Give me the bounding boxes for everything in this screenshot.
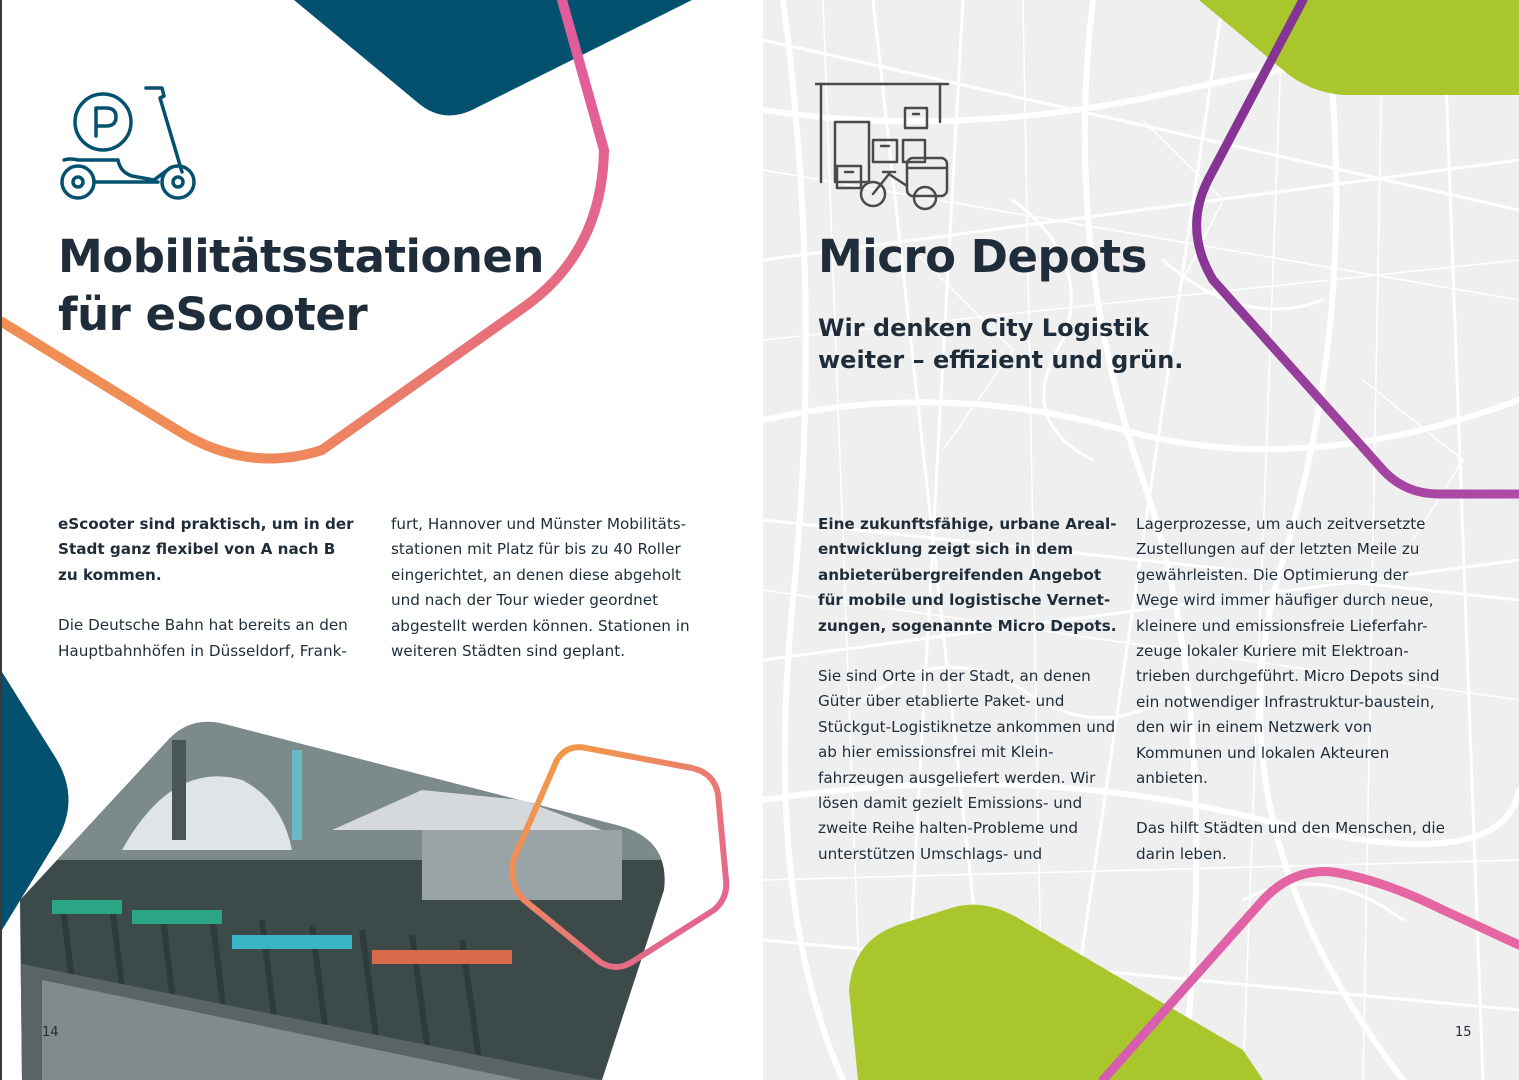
body-paragraph: Lagerprozesse, um auch zeitversetzte Zustellungen auf der letzten Meile zu gewährleisten. Die Optimierung der Wege wird immer häufiger durch neue, kleinere und emissionsfreie Lieferfahr-zeuge lokaler Kuriere mit Elektroan-trieben durchgeführt. Micro Depots sind ein notwendiger Infrastruktur-baustein, den wir in einem Netzwerk von Kommunen und lokalen Akteuren anbieten. — [1136, 515, 1440, 788]
body-paragraph: Die Deutsche Bahn hat bereits an den Hauptbahnhöfen in Düsseldorf, Frank- — [58, 616, 348, 660]
page-number: 15 — [1455, 1025, 1472, 1040]
text-column-1 — [58, 512, 358, 689]
escooter-parking-icon — [58, 84, 200, 204]
subtitle-line-1: Wir denken City Logistik — [818, 314, 1149, 342]
page-title: Micro Depots — [818, 230, 1147, 283]
text-column-2 — [391, 512, 701, 689]
lead-paragraph: eScooter sind praktisch, um in der Stadt ganz flexibel von A nach B zu kommen. — [58, 515, 354, 584]
body-paragraph: furt, Hannover und Münster Mobilitäts-stationen mit Platz für bis zu 40 Roller eingerichtet, an denen diese abgeholt und nach der Tour wieder geordnet abgestellt werden können. Stationen in weiteren Städten sind geplant. — [391, 515, 690, 661]
closing-paragraph: Das hilft Städten und den Menschen, die darin leben. — [1136, 819, 1445, 863]
title-line-2: für eScooter — [58, 288, 368, 341]
text-column-2 — [1136, 512, 1446, 892]
lead-paragraph: Eine zukunftsfähige, urbane Areal-entwicklung zeigt sich in dem anbieterübergreifenden Angebot für mobile und logistische Vernet-zungen, sogenannte Micro Depots. — [818, 515, 1117, 635]
subtitle-line-2: weiter – effizient und grün. — [818, 346, 1184, 374]
micro-depot-icon — [815, 82, 950, 212]
right-page — [763, 0, 1519, 1080]
text-column-1 — [818, 512, 1118, 892]
lime-shape-bottom — [849, 905, 1263, 1080]
body-paragraph: Sie sind Orte in der Stadt, an denen Güter über etablierte Paket- und Stückgut-Logistiknetze ankommen und ab hier emissionsfrei mit Klein-fahrzeugen ausgeliefert werden. Wir lösen damit gezielt Emissions- und zweite Reihe halten-Probleme und unterstützen Umschlags- und — [818, 667, 1116, 863]
page-title — [58, 228, 578, 344]
title-line-1: Mobilitätsstationen — [58, 230, 544, 283]
lime-shape-top — [1199, 0, 1519, 95]
navy-shape-top — [294, 0, 692, 115]
page-number: 14 — [42, 1025, 59, 1040]
page-subtitle — [818, 312, 1238, 376]
